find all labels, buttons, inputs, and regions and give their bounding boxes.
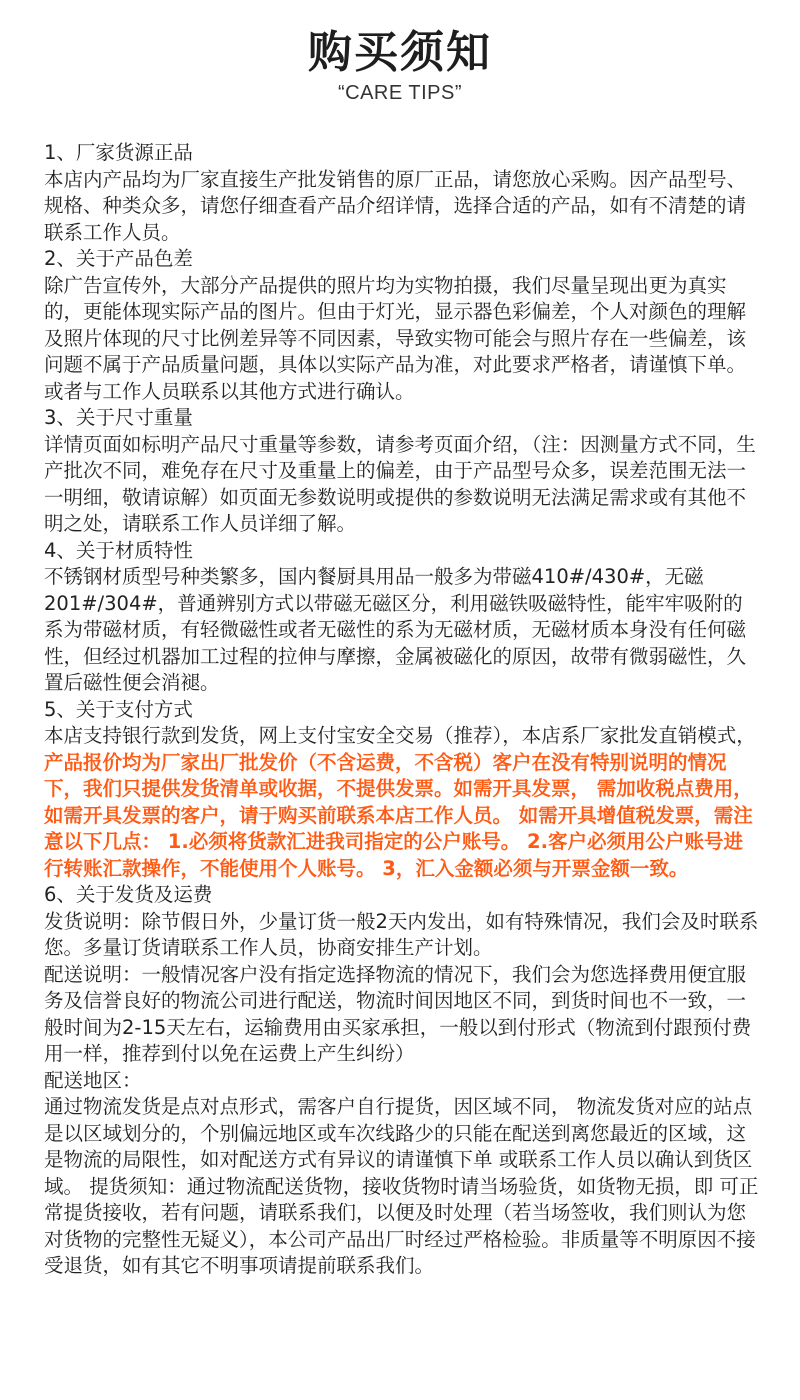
- section-5-body-text: 本店支持银行款到发货，网上支付宝安全交易（推荐），本店系厂家批发直销模式，: [44, 724, 756, 747]
- invoice-notice-highlight: 产品报价均为厂家出厂批发价（不含运费，不含税）客户在没有特别说明的情况下，我们只提供发货清单或收据，不提供发票。如需开具发票， 需加收税点费用，如需开具发票的客户，请于购买前联系本店工作人员。 如需开具增值税发票，需注意以下几点： 1.必须将货款汇进我司指定的公户账号。 2.客户必须用公户账号进行转账汇款操作，不能使用个人账号。 3，汇入金额必须与开票金额一致。: [44, 750, 753, 880]
- page-subtitle: “CARE TIPS”: [337, 82, 463, 104]
- section-4-heading: 4、关于材质特性: [44, 538, 193, 562]
- section-6-heading: 6、关于发货及运费: [44, 883, 213, 906]
- care-tips-content: [44, 140, 760, 1280]
- section-5-heading: 5、关于支付方式: [44, 697, 193, 721]
- delivery-area-body: 通过物流发货是点对点形式，需客户自行提货，因区域不同， 物流发货对应的站点是以区域划分的，个别偏远地区或车次线路少的只能在配送到离您最近的区域，这是物流的局限性，如对配送方式有异议的请谨慎下单 或联系工作人员以确认到货区域。 提货须知：通过物流配送货物，接收货物时请当场验货，如货物无损，即 可正常提货接收，若有问题，请联系我们，以便及时处理（若当场签收，我们则认为您对货物的完整性无疑义），本公司产品出厂时经过严格检验。非质量等不明原因不接受退货，如有其它不明事项请提前联系我们。: [44, 1095, 759, 1277]
- delivery-note: 配送说明：一般情况客户没有指定选择物流的情况下，我们会为您选择费用便宜服务及信誉良好的物流公司进行配送，物流时间因地区不同，到货时间也不一致，一般时间为2-15天左右，运输费用由买家承担，一般以到付形式（物流到付跟预付费用一样，推荐到付以免在运费上产生纠纷）: [44, 962, 752, 1065]
- delivery-area-label: 配送地区：: [44, 1068, 142, 1092]
- page-header: [0, 0, 800, 105]
- section-3-heading: 3、关于尺寸重量: [44, 406, 193, 429]
- shipping-note: 发货说明：除节假日外，少量订货一般2天内发出，如有特殊情况，我们会及时联系您。多量订货请联系工作人员，协商安排生产计划。: [44, 909, 759, 959]
- section-3-body: 详情页面如标明产品尺寸重量等参数，请参考页面介绍，（注：因测量方式不同，生产批次不同，难免存在尺寸及重量上的偏差，由于产品型号众多，误差范围无法一一明细，敬请谅解）如页面无参数说明或提供的参数说明无法满足需求或有其他不明之处，请联系工作人员详细了解。: [44, 432, 756, 535]
- section-2-heading: 2、关于产品色差: [44, 247, 193, 270]
- section-2-body: 除广告宣传外，大部分产品提供的照片均为实物拍摄，我们尽量呈现出更为真实的，更能体现实际产品的图片。但由于灯光，显示器色彩偏差，个人对颜色的理解及照片体现的尺寸比例差异等不同因素，导致实物可能会与照片存在一些偏差，该问题不属于产品质量问题，具体以实际产品为准，对此要求严格者，请谨慎下单。或者与工作人员联系以其他方式进行确认。: [44, 273, 747, 403]
- section-5-body: [44, 723, 760, 882]
- section-4-body: 不锈钢材质型号种类繁多，国内餐厨具用品一般多为带磁410#/430#，无磁201#/304#，普通辨别方式以带磁无磁区分，利用磁铁吸磁特性，能牢牢吸附的系为带磁材质，有轻微磁性或者无磁性的系为无磁材质，无磁材质本身没有任何磁性，但经过机器加工过程的拉伸与摩擦，金属被磁化的原因，故带有微弱磁性，久置后磁性便会消褪。: [44, 565, 747, 694]
- section-1-heading: 1、厂家货源正品: [44, 141, 193, 164]
- section-1-body: 本店内产品均为厂家直接生产批发销售的原厂正品，请您放心采购。因产品型号、规格、种类众多，请您仔细查看产品介绍详情，选择合适的产品，如有不清楚的请联系工作人员。: [44, 167, 747, 244]
- page-title: 购买须知: [308, 27, 492, 78]
